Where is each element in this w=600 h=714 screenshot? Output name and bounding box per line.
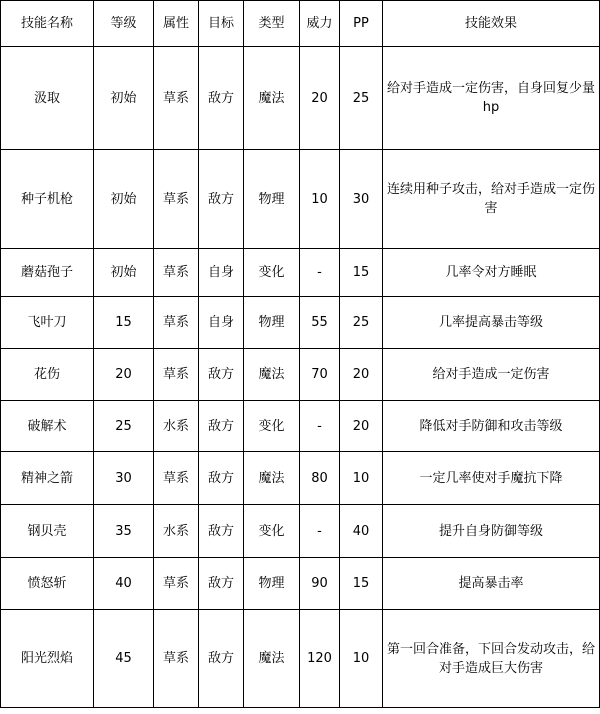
cell-pp: 20	[340, 349, 383, 401]
table-row	[1, 505, 600, 558]
cell-power: 55	[300, 297, 340, 349]
cell-effect: 提升自身防御等级	[383, 505, 600, 558]
table-row	[1, 349, 600, 401]
cell-target: 敌方	[199, 401, 244, 452]
cell-level: 初始	[94, 47, 154, 150]
cell-pp: 20	[340, 401, 383, 452]
cell-skill-name: 精神之箭	[1, 452, 94, 505]
cell-effect: 给对手造成一定伤害，自身回复少量hp	[383, 47, 600, 150]
cell-effect: 给对手造成一定伤害	[383, 349, 600, 401]
cell-level: 15	[94, 297, 154, 349]
cell-pp: 30	[340, 150, 383, 249]
cell-power: 120	[300, 610, 340, 708]
cell-target: 敌方	[199, 452, 244, 505]
cell-effect: 提高暴击率	[383, 558, 600, 610]
cell-level: 20	[94, 349, 154, 401]
header-skill-name: 技能名称	[1, 1, 94, 47]
cell-type: 变化	[244, 505, 300, 558]
cell-level: 30	[94, 452, 154, 505]
cell-power: 80	[300, 452, 340, 505]
cell-pp: 25	[340, 47, 383, 150]
cell-target: 敌方	[199, 610, 244, 708]
cell-skill-name: 花伤	[1, 349, 94, 401]
cell-pp: 15	[340, 249, 383, 297]
cell-target: 敌方	[199, 150, 244, 249]
table-row	[1, 249, 600, 297]
table-row	[1, 452, 600, 505]
cell-target: 敌方	[199, 349, 244, 401]
cell-power: 70	[300, 349, 340, 401]
cell-effect: 一定几率使对手魔抗下降	[383, 452, 600, 505]
cell-skill-name: 钢贝壳	[1, 505, 94, 558]
cell-pp: 40	[340, 505, 383, 558]
cell-attribute: 草系	[154, 297, 199, 349]
cell-attribute: 草系	[154, 349, 199, 401]
cell-type: 变化	[244, 401, 300, 452]
cell-power: 20	[300, 47, 340, 150]
cell-effect: 降低对手防御和攻击等级	[383, 401, 600, 452]
cell-target: 敌方	[199, 47, 244, 150]
table-row	[1, 401, 600, 452]
cell-attribute: 草系	[154, 558, 199, 610]
cell-effect: 几率提高暴击等级	[383, 297, 600, 349]
cell-skill-name: 阳光烈焰	[1, 610, 94, 708]
cell-type: 变化	[244, 249, 300, 297]
cell-skill-name: 种子机枪	[1, 150, 94, 249]
cell-power: -	[300, 249, 340, 297]
cell-skill-name: 破解术	[1, 401, 94, 452]
header-power: 威力	[300, 1, 340, 47]
cell-attribute: 草系	[154, 452, 199, 505]
cell-type: 魔法	[244, 610, 300, 708]
cell-pp: 15	[340, 558, 383, 610]
cell-attribute: 草系	[154, 249, 199, 297]
cell-type: 物理	[244, 150, 300, 249]
header-row	[1, 1, 600, 47]
cell-level: 40	[94, 558, 154, 610]
header-attribute: 属性	[154, 1, 199, 47]
cell-attribute: 草系	[154, 150, 199, 249]
cell-target: 敌方	[199, 505, 244, 558]
cell-skill-name: 蘑菇孢子	[1, 249, 94, 297]
cell-type: 物理	[244, 297, 300, 349]
cell-type: 物理	[244, 558, 300, 610]
header-effect: 技能效果	[383, 1, 600, 47]
cell-attribute: 草系	[154, 610, 199, 708]
cell-attribute: 水系	[154, 401, 199, 452]
cell-attribute: 草系	[154, 47, 199, 150]
table-row	[1, 610, 600, 708]
cell-skill-name: 飞叶刀	[1, 297, 94, 349]
table-row	[1, 47, 600, 150]
cell-power: 90	[300, 558, 340, 610]
cell-type: 魔法	[244, 349, 300, 401]
header-pp: PP	[340, 1, 383, 47]
cell-type: 魔法	[244, 452, 300, 505]
cell-target: 敌方	[199, 558, 244, 610]
cell-level: 初始	[94, 150, 154, 249]
header-type: 类型	[244, 1, 300, 47]
cell-effect: 连续用种子攻击，给对手造成一定伤害	[383, 150, 600, 249]
cell-target: 自身	[199, 249, 244, 297]
header-target: 目标	[199, 1, 244, 47]
cell-type: 魔法	[244, 47, 300, 150]
cell-pp: 10	[340, 610, 383, 708]
cell-power: -	[300, 401, 340, 452]
cell-level: 35	[94, 505, 154, 558]
table-row	[1, 558, 600, 610]
cell-skill-name: 汲取	[1, 47, 94, 150]
cell-pp: 10	[340, 452, 383, 505]
table-row	[1, 150, 600, 249]
cell-power: 10	[300, 150, 340, 249]
cell-target: 自身	[199, 297, 244, 349]
cell-effect: 第一回合准备，下回合发动攻击，给对手造成巨大伤害	[383, 610, 600, 708]
cell-level: 45	[94, 610, 154, 708]
table-row	[1, 297, 600, 349]
cell-power: -	[300, 505, 340, 558]
cell-level: 25	[94, 401, 154, 452]
cell-effect: 几率令对方睡眠	[383, 249, 600, 297]
cell-attribute: 水系	[154, 505, 199, 558]
cell-level: 初始	[94, 249, 154, 297]
cell-skill-name: 愤怒斩	[1, 558, 94, 610]
header-level: 等级	[94, 1, 154, 47]
cell-pp: 25	[340, 297, 383, 349]
